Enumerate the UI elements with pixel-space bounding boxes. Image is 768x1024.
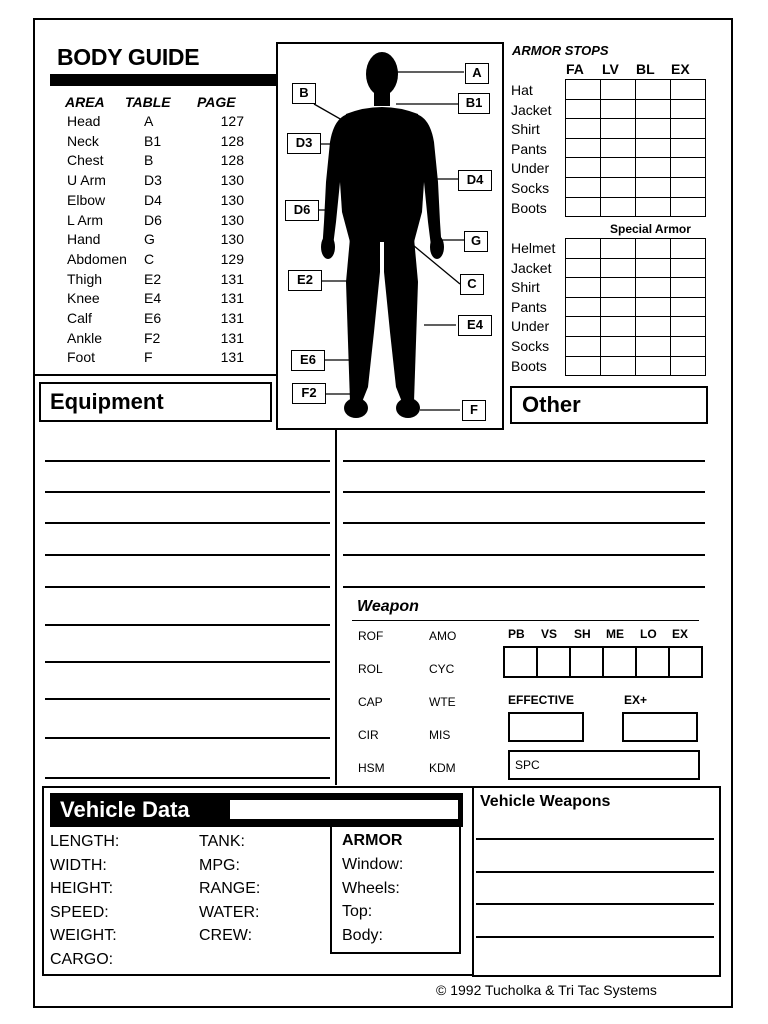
armor-row-label: Boots: [511, 199, 547, 216]
stat-label: AMO: [429, 629, 457, 643]
label-e6: E6: [291, 350, 325, 371]
stat-label: ROF: [358, 629, 384, 643]
stat-label: CARGO:: [50, 950, 114, 968]
body-guide-header-area: AREA: [65, 94, 105, 110]
body-guide-area: Calf: [67, 310, 92, 327]
armor-row: [566, 99, 706, 119]
stat-label: CAP: [358, 695, 383, 709]
label-f2: F2: [292, 383, 326, 404]
body-guide-row: [67, 191, 244, 211]
body-guide-area: Knee: [67, 290, 100, 307]
spc-label: SPC: [515, 758, 540, 772]
armor-row-label: Jacket: [511, 101, 552, 118]
body-guide-row: [67, 230, 244, 250]
body-guide-page: 130: [220, 191, 244, 208]
equipment-line[interactable]: [45, 777, 330, 779]
stat-label: CIR: [358, 728, 379, 742]
armor-row-label: Shirt: [511, 279, 540, 296]
armor-cell[interactable]: [601, 80, 636, 100]
armor-row: [566, 197, 706, 217]
stat-label: CREW:: [199, 927, 253, 944]
stat-label: HSM: [358, 761, 385, 775]
armor-cell[interactable]: [566, 258, 601, 278]
label-b: B: [292, 83, 316, 104]
armor-stops-title: ARMOR STOPS: [512, 43, 609, 58]
body-guide-table-code: G: [144, 231, 155, 248]
body-guide-page: 130: [220, 211, 244, 228]
range-grid[interactable]: [503, 646, 703, 678]
armor-cell[interactable]: [671, 80, 706, 100]
armor-row-label: Under: [511, 160, 550, 177]
stat-label: RANGE:: [199, 880, 261, 897]
armor-col-ex: EX: [671, 61, 690, 77]
body-guide-row: [67, 211, 244, 231]
armor-cell[interactable]: [636, 278, 671, 298]
armor-row: [566, 119, 706, 139]
equipment-line[interactable]: [45, 522, 330, 524]
body-guide-table-code: F: [144, 349, 153, 366]
armor-cell[interactable]: [566, 99, 601, 119]
stat-label: Wheels:: [342, 879, 400, 897]
body-guide-page: 130: [220, 172, 244, 189]
body-guide-table-code: D6: [144, 211, 162, 228]
other-line[interactable]: [343, 522, 705, 524]
stat-label: WATER:: [199, 903, 260, 921]
body-guide-table-code: B1: [144, 132, 162, 149]
armor-row: [566, 258, 706, 278]
vehicle-title: Vehicle Data: [60, 797, 190, 822]
armor-stops-grid: [565, 79, 706, 217]
divider: [33, 374, 277, 376]
armor-cell[interactable]: [566, 336, 601, 356]
armor-row: [566, 317, 706, 337]
armor-cell[interactable]: [636, 158, 671, 178]
stat-label: CYC: [429, 662, 455, 676]
special-armor-grid: [565, 238, 706, 376]
armor-cell[interactable]: [636, 197, 671, 217]
body-guide-header-table: TABLE: [125, 94, 171, 110]
armor-row-label: Pants: [511, 298, 547, 315]
range-cell[interactable]: [570, 647, 603, 677]
armor-cell[interactable]: [671, 158, 706, 178]
stat-label: WEIGHT:: [50, 927, 117, 944]
armor-cell[interactable]: [671, 278, 706, 298]
equipment-line[interactable]: [45, 737, 330, 739]
label-e4: E4: [458, 315, 492, 336]
stat-label: MPG:: [199, 856, 240, 874]
body-guide-page: 130: [220, 231, 244, 248]
armor-cell[interactable]: [601, 158, 636, 178]
armor-cell[interactable]: [636, 356, 671, 376]
body-guide-area: Head: [67, 113, 101, 129]
equipment-line[interactable]: [45, 586, 330, 588]
other-line[interactable]: [343, 554, 705, 556]
armor-cell[interactable]: [671, 177, 706, 197]
armor-cell[interactable]: [601, 239, 636, 259]
equipment-title: Equipment: [50, 389, 164, 414]
body-guide-row: [67, 329, 244, 349]
other-line[interactable]: [343, 491, 705, 493]
armor-col-lv: LV: [602, 61, 619, 77]
range-header: SH: [574, 627, 591, 641]
vehicle-weapons-box: [472, 786, 721, 977]
vehicle-weapons-title: Vehicle Weapons: [480, 793, 611, 810]
armor-cell[interactable]: [636, 297, 671, 317]
stat-label: TANK:: [199, 833, 245, 850]
range-header: LO: [640, 627, 657, 641]
body-guide-header-page: PAGE: [197, 94, 236, 110]
equipment-line[interactable]: [45, 661, 330, 663]
equipment-line[interactable]: [45, 698, 330, 700]
armor-row-label: Pants: [511, 140, 547, 157]
stat-label: Body:: [342, 926, 383, 944]
body-guide-area: Hand: [67, 231, 101, 248]
special-armor-title: Special Armor: [610, 222, 691, 236]
body-guide-page: 131: [220, 349, 244, 366]
body-guide-area: U Arm: [67, 172, 106, 189]
armor-row-label: Socks: [511, 338, 550, 354]
other-title: Other: [522, 392, 581, 417]
vehicle-weapons-line[interactable]: [476, 903, 714, 905]
vehicle-weapons-line[interactable]: [476, 936, 714, 938]
effective-box[interactable]: [508, 712, 584, 742]
armor-cell[interactable]: [636, 119, 671, 139]
body-guide-page: 129: [220, 250, 244, 267]
body-guide-area: Elbow: [67, 191, 106, 208]
divider: [335, 430, 337, 785]
armor-row-label: Hat: [511, 82, 533, 98]
armor-row: [566, 177, 706, 197]
armor-cell[interactable]: [671, 297, 706, 317]
body-guide-area: Ankle: [67, 329, 103, 346]
range-cell[interactable]: [537, 647, 570, 677]
armor-cell[interactable]: [636, 239, 671, 259]
vehicle-name-field[interactable]: [230, 800, 458, 819]
armor-cell[interactable]: [601, 119, 636, 139]
armor-cell[interactable]: [566, 138, 601, 158]
label-d4: D4: [458, 170, 492, 191]
body-guide-table-code: E6: [144, 310, 162, 327]
weapon-title: Weapon: [357, 598, 419, 615]
vehicle-weapons-line[interactable]: [476, 838, 714, 840]
armor-row: [566, 297, 706, 317]
ex-plus-label: EX+: [624, 693, 648, 707]
body-guide-table: [67, 112, 244, 368]
armor-row-label: Helmet: [511, 240, 556, 256]
armor-row: [566, 138, 706, 158]
body-guide-row: [67, 151, 244, 171]
body-guide-area: Chest: [67, 152, 104, 169]
armor-cell[interactable]: [601, 197, 636, 217]
armor-cell[interactable]: [636, 317, 671, 337]
armor-cell[interactable]: [636, 138, 671, 158]
body-guide-area: Abdomen: [67, 250, 127, 267]
label-f: F: [462, 400, 486, 421]
body-guide-table-code: E4: [144, 290, 162, 307]
human-silhouette-icon: [321, 52, 444, 418]
armor-cell[interactable]: [671, 336, 706, 356]
armor-row: [566, 336, 706, 356]
armor-col-bl: BL: [636, 61, 655, 77]
stat-label: MIS: [429, 728, 451, 742]
body-guide-table-code: D3: [144, 172, 162, 189]
range-header: VS: [541, 627, 558, 641]
stat-label: WTE: [429, 695, 456, 709]
equipment-line[interactable]: [45, 460, 330, 462]
armor-cell[interactable]: [671, 356, 706, 376]
armor-cell[interactable]: [566, 158, 601, 178]
armor-cell[interactable]: [601, 99, 636, 119]
stat-label: SPEED:: [50, 903, 109, 921]
armor-cell[interactable]: [671, 197, 706, 217]
range-cell[interactable]: [603, 647, 636, 677]
body-guide-page: 131: [220, 329, 244, 346]
armor-row: [566, 278, 706, 298]
body-guide-row: [67, 250, 244, 270]
armor-row: [566, 158, 706, 178]
stat-label: WIDTH:: [50, 856, 107, 874]
armor-row-label: Jacket: [511, 259, 552, 276]
armor-cell[interactable]: [566, 177, 601, 197]
armor-cell[interactable]: [566, 297, 601, 317]
other-line[interactable]: [343, 586, 705, 588]
copyright: © 1992 Tucholka & Tri Tac Systems: [436, 982, 657, 998]
label-c: C: [460, 274, 484, 295]
stat-label: ROL: [358, 662, 383, 676]
armor-cell[interactable]: [601, 317, 636, 337]
armor-cell[interactable]: [601, 138, 636, 158]
body-guide-row: [67, 270, 244, 290]
armor-cell[interactable]: [636, 258, 671, 278]
range-cell[interactable]: [504, 647, 537, 677]
body-guide-row: [67, 112, 244, 132]
range-header: ME: [606, 627, 624, 641]
body-guide-row: [67, 348, 244, 368]
armor-row: [566, 239, 706, 259]
effective-label: EFFECTIVE: [508, 693, 575, 707]
range-cell[interactable]: [636, 647, 669, 677]
range-header: EX: [672, 627, 689, 641]
range-cell[interactable]: [669, 647, 702, 677]
armor-col-fa: FA: [566, 61, 584, 77]
body-guide-page: 131: [220, 290, 244, 307]
body-guide-row: [67, 132, 244, 152]
armor-cell[interactable]: [566, 278, 601, 298]
armor-cell[interactable]: [671, 99, 706, 119]
body-guide-page: 131: [220, 310, 244, 327]
body-guide-area: Neck: [67, 132, 99, 149]
armor-row: [566, 80, 706, 100]
armor-cell[interactable]: [601, 177, 636, 197]
range-header: PB: [508, 627, 525, 641]
armor-cell[interactable]: [566, 317, 601, 337]
body-guide-table-code: D4: [144, 191, 162, 208]
body-guide-table-code: E2: [144, 270, 162, 287]
armor-cell[interactable]: [601, 258, 636, 278]
armor-cell[interactable]: [601, 278, 636, 298]
label-g: G: [464, 231, 488, 252]
body-guide-row: [67, 289, 244, 309]
armor-cell[interactable]: [671, 317, 706, 337]
body-guide-area: L Arm: [67, 211, 104, 228]
armor-cell[interactable]: [671, 119, 706, 139]
armor-cell[interactable]: [671, 138, 706, 158]
weapon-title-rule: [352, 620, 699, 621]
armor-cell[interactable]: [601, 356, 636, 376]
vehicle-armor-title: ARMOR: [342, 832, 403, 849]
armor-cell[interactable]: [671, 239, 706, 259]
label-b1: B1: [458, 93, 490, 114]
label-e2: E2: [288, 270, 322, 291]
equipment-line[interactable]: [45, 491, 330, 493]
armor-cell[interactable]: [636, 177, 671, 197]
body-guide-row: [67, 171, 244, 191]
equipment-line[interactable]: [45, 554, 330, 556]
armor-cell[interactable]: [636, 99, 671, 119]
body-guide-table-code: C: [144, 250, 155, 267]
body-guide-table-code: B: [144, 152, 154, 169]
body-guide-title-bar: [50, 74, 277, 86]
stat-label: KDM: [429, 761, 456, 775]
ex-plus-box[interactable]: [622, 712, 698, 742]
armor-cell[interactable]: [566, 119, 601, 139]
vehicle-weapons-line[interactable]: [476, 871, 714, 873]
stat-label: LENGTH:: [50, 833, 120, 850]
armor-row-label: Shirt: [511, 121, 540, 138]
other-line[interactable]: [343, 460, 705, 462]
armor-row-label: Socks: [511, 180, 550, 196]
armor-cell[interactable]: [636, 80, 671, 100]
armor-cell[interactable]: [601, 297, 636, 317]
body-guide-page: 128: [220, 132, 244, 149]
body-guide-row: [67, 309, 244, 329]
equipment-line[interactable]: [45, 624, 330, 626]
armor-cell[interactable]: [566, 197, 601, 217]
body-guide-title: BODY GUIDE: [57, 44, 200, 70]
body-guide-area: Foot: [67, 349, 96, 366]
armor-row-label: Boots: [511, 357, 547, 374]
armor-cell[interactable]: [601, 336, 636, 356]
label-d6: D6: [285, 200, 319, 221]
body-guide-area: Thigh: [67, 270, 103, 287]
stat-label: Window:: [342, 856, 404, 873]
armor-cell[interactable]: [566, 80, 601, 100]
stat-label: Top:: [342, 903, 373, 920]
body-guide-table-code: A: [144, 113, 154, 129]
label-a: A: [465, 63, 489, 84]
armor-cell[interactable]: [566, 356, 601, 376]
stat-label: HEIGHT:: [50, 880, 114, 897]
body-guide-table-code: F2: [144, 329, 161, 346]
armor-cell[interactable]: [636, 336, 671, 356]
armor-cell[interactable]: [566, 239, 601, 259]
body-guide-page: 131: [220, 270, 244, 287]
body-guide-page: 128: [220, 152, 244, 169]
armor-row: [566, 356, 706, 376]
label-d3: D3: [287, 133, 321, 154]
armor-row-label: Under: [511, 318, 550, 335]
body-guide-page: 127: [220, 113, 244, 129]
armor-cell[interactable]: [671, 258, 706, 278]
